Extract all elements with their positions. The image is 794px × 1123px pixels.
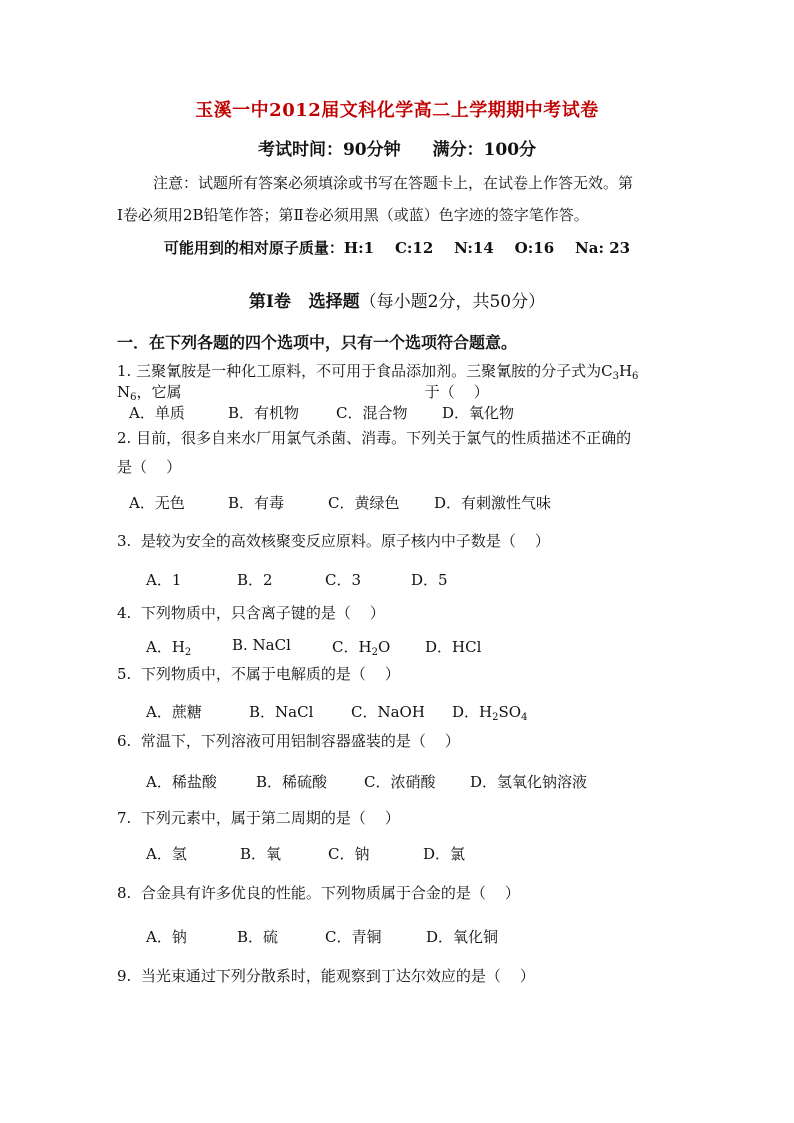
option-b[interactable]: B．有毒 [228, 494, 285, 512]
option-b[interactable]: B．氧 [240, 845, 282, 863]
question-8-line-1 [117, 882, 520, 904]
option-d[interactable]: D．HCl [425, 638, 482, 656]
option-c[interactable]: C．NaOH [351, 703, 425, 721]
part-heading: 一．在下列各题的四个选项中，只有一个选项符合题意。 [117, 333, 518, 352]
exam-meta [0, 135, 794, 160]
option-d[interactable]: D．$H_2SO_4$ [452, 703, 528, 723]
option-a[interactable]: A．$H_2$ [146, 638, 192, 658]
option-d[interactable]: D．氧化铜 [426, 928, 499, 946]
option-c[interactable]: C．黄绿色 [328, 494, 400, 512]
question-5-line-1 [117, 663, 400, 685]
option-c[interactable]: C．混合物 [336, 404, 408, 422]
question-text: 5. 下列物质中，不属于电解质的是（ ） [117, 665, 400, 683]
option-a[interactable]: A．无色 [129, 494, 185, 512]
question-text: 3. 是较为安全的高效核聚变反应原料。原子核内中子数是（ ） [117, 532, 550, 550]
exam-title: 玉溪一中2012届文科化学高二上学期期中考试卷 [195, 100, 599, 121]
question-text: 2. 目前，很多自来水厂用氯气杀菌、消毒。下列关于氯气的性质描述不正确的 [117, 429, 632, 447]
option-b[interactable]: B．硫 [237, 928, 279, 946]
question-1-line-2 [117, 381, 489, 403]
question-7-line-1 [117, 807, 400, 829]
option-c[interactable]: C．3 [325, 571, 362, 589]
option-d[interactable]: D．有刺激性气味 [434, 494, 552, 512]
option-b[interactable]: B．NaCl [249, 703, 314, 721]
question-1-line-1 [117, 360, 638, 382]
option-b[interactable]: B. NaCl [232, 636, 291, 654]
exam-time: 考试时间：90分钟 [257, 140, 401, 160]
section-heading [0, 287, 794, 312]
question-text: 是（ ） [117, 458, 182, 476]
question-4-line-1 [117, 602, 385, 624]
section-name: 第Ⅰ卷 选择题 [248, 292, 360, 312]
question-text: $N_6$，它属 于（ ） [117, 383, 489, 403]
question-2-line-2 [117, 456, 181, 478]
option-c[interactable]: C．钠 [328, 845, 370, 863]
question-text: 8. 合金具有许多优良的性能。下列物质属于合金的是（ ） [117, 884, 520, 902]
question-text: 1. 三聚氰胺是一种化工原料，不可用于食品添加剂。三聚氰胺的分子式为$C_3H_6$ [117, 362, 639, 382]
option-b[interactable]: B．稀硫酸 [256, 773, 328, 791]
section-note: （每小题2分，共50分） [359, 292, 546, 312]
notice-line-1: 注意：试题所有答案必须填涂或书写在答题卡上，在试卷上作答无效。第 [153, 174, 634, 192]
question-text: 7. 下列元素中，属于第二周期的是（ ） [117, 809, 400, 827]
option-d[interactable]: D．氢氧化钠溶液 [470, 773, 588, 791]
option-d[interactable]: D．氧化物 [442, 404, 515, 422]
option-a[interactable]: A．氢 [146, 845, 187, 863]
option-a[interactable]: A．稀盐酸 [146, 773, 217, 791]
exam-score: 满分：100分 [432, 140, 537, 160]
question-text: 4. 下列物质中，只含离子键的是（ ） [117, 604, 385, 622]
option-a[interactable]: A．钠 [146, 928, 187, 946]
question-text: 9. 当光束通过下列分散系时，能观察到丁达尔效应的是（ ） [117, 967, 535, 985]
option-b[interactable]: B．有机物 [228, 404, 300, 422]
question-2-line-1 [117, 427, 631, 449]
option-a[interactable]: A．单质 [129, 404, 185, 422]
question-3-line-1 [117, 530, 550, 552]
option-c[interactable]: C．浓硝酸 [364, 773, 436, 791]
option-d[interactable]: D．5 [411, 571, 448, 589]
option-c[interactable]: C．青铜 [325, 928, 382, 946]
option-a[interactable]: A．1 [146, 571, 182, 589]
option-a[interactable]: A．蔗糖 [146, 703, 202, 721]
question-text: 6. 常温下，下列溶液可用铝制容器盛装的是（ ） [117, 732, 460, 750]
notice-line-2: Ⅰ卷必须用2B铅笔作答；第Ⅱ卷必须用黑（或蓝）色字迹的签字笔作答。 [117, 206, 589, 224]
atomic-masses: 可能用到的相对原子质量：H:1 C:12 N:14 O:16 Na: 23 [163, 239, 631, 257]
option-d[interactable]: D．氯 [423, 845, 466, 863]
option-c[interactable]: C．$H_2O$ [332, 638, 391, 658]
question-6-line-1 [117, 730, 460, 752]
option-b[interactable]: B．2 [237, 571, 273, 589]
question-9-line-1 [117, 965, 535, 987]
